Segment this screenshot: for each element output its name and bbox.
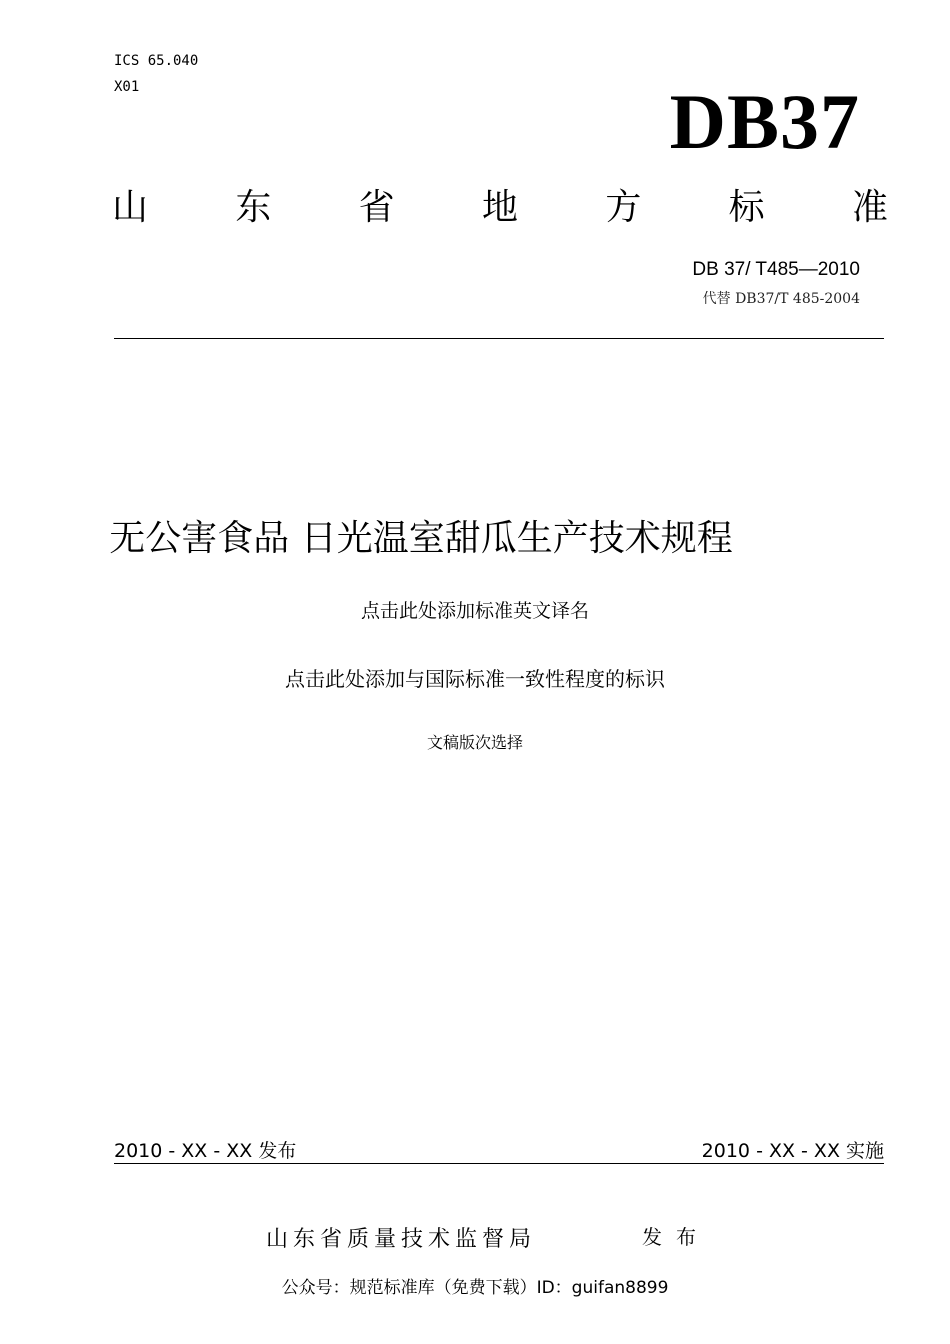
ics-number: ICS 65.040 [114,53,199,69]
top-divider [114,338,884,339]
classification-code: X01 [114,79,140,95]
standard-type-char: 山 [112,187,149,228]
ics-block [114,48,198,100]
issue-label: 发布 [642,1225,710,1249]
db37-logo: DB37 [669,78,860,165]
standard-type-char: 方 [605,187,642,228]
issuing-authority: 山东省质量技术监督局 [266,1227,537,1252]
english-title-placeholder[interactable]: 点击此处添加标准英文译名 [360,600,589,622]
standard-type-char: 地 [481,187,518,228]
replaces-standard: 代替 DB37/T 485-2004 [702,291,860,307]
document-title [0,514,950,564]
draft-version-selector[interactable]: 文稿版次选择 [426,733,523,752]
standard-type-heading [112,186,888,230]
bottom-divider [114,1163,884,1164]
document-title-text: 无公害食品 日光温室甜瓜生产技术规程 [109,518,733,559]
standard-code: DB 37/ T485—2010 [692,259,860,280]
implement-date: 2010 - XX - XX 实施 [701,1140,884,1162]
standard-type-char: 省 [358,187,395,228]
standard-type-char: 东 [235,187,272,228]
publish-date: 2010 - XX - XX 发布 [114,1140,297,1162]
footer-note: 公众号：规范标准库（免费下载）ID：guifan8899 [281,1278,669,1298]
consistency-placeholder[interactable]: 点击此处添加与国际标准一致性程度的标识 [285,667,665,691]
standard-type-char: 标 [728,187,765,228]
standard-type-char: 准 [851,187,888,228]
